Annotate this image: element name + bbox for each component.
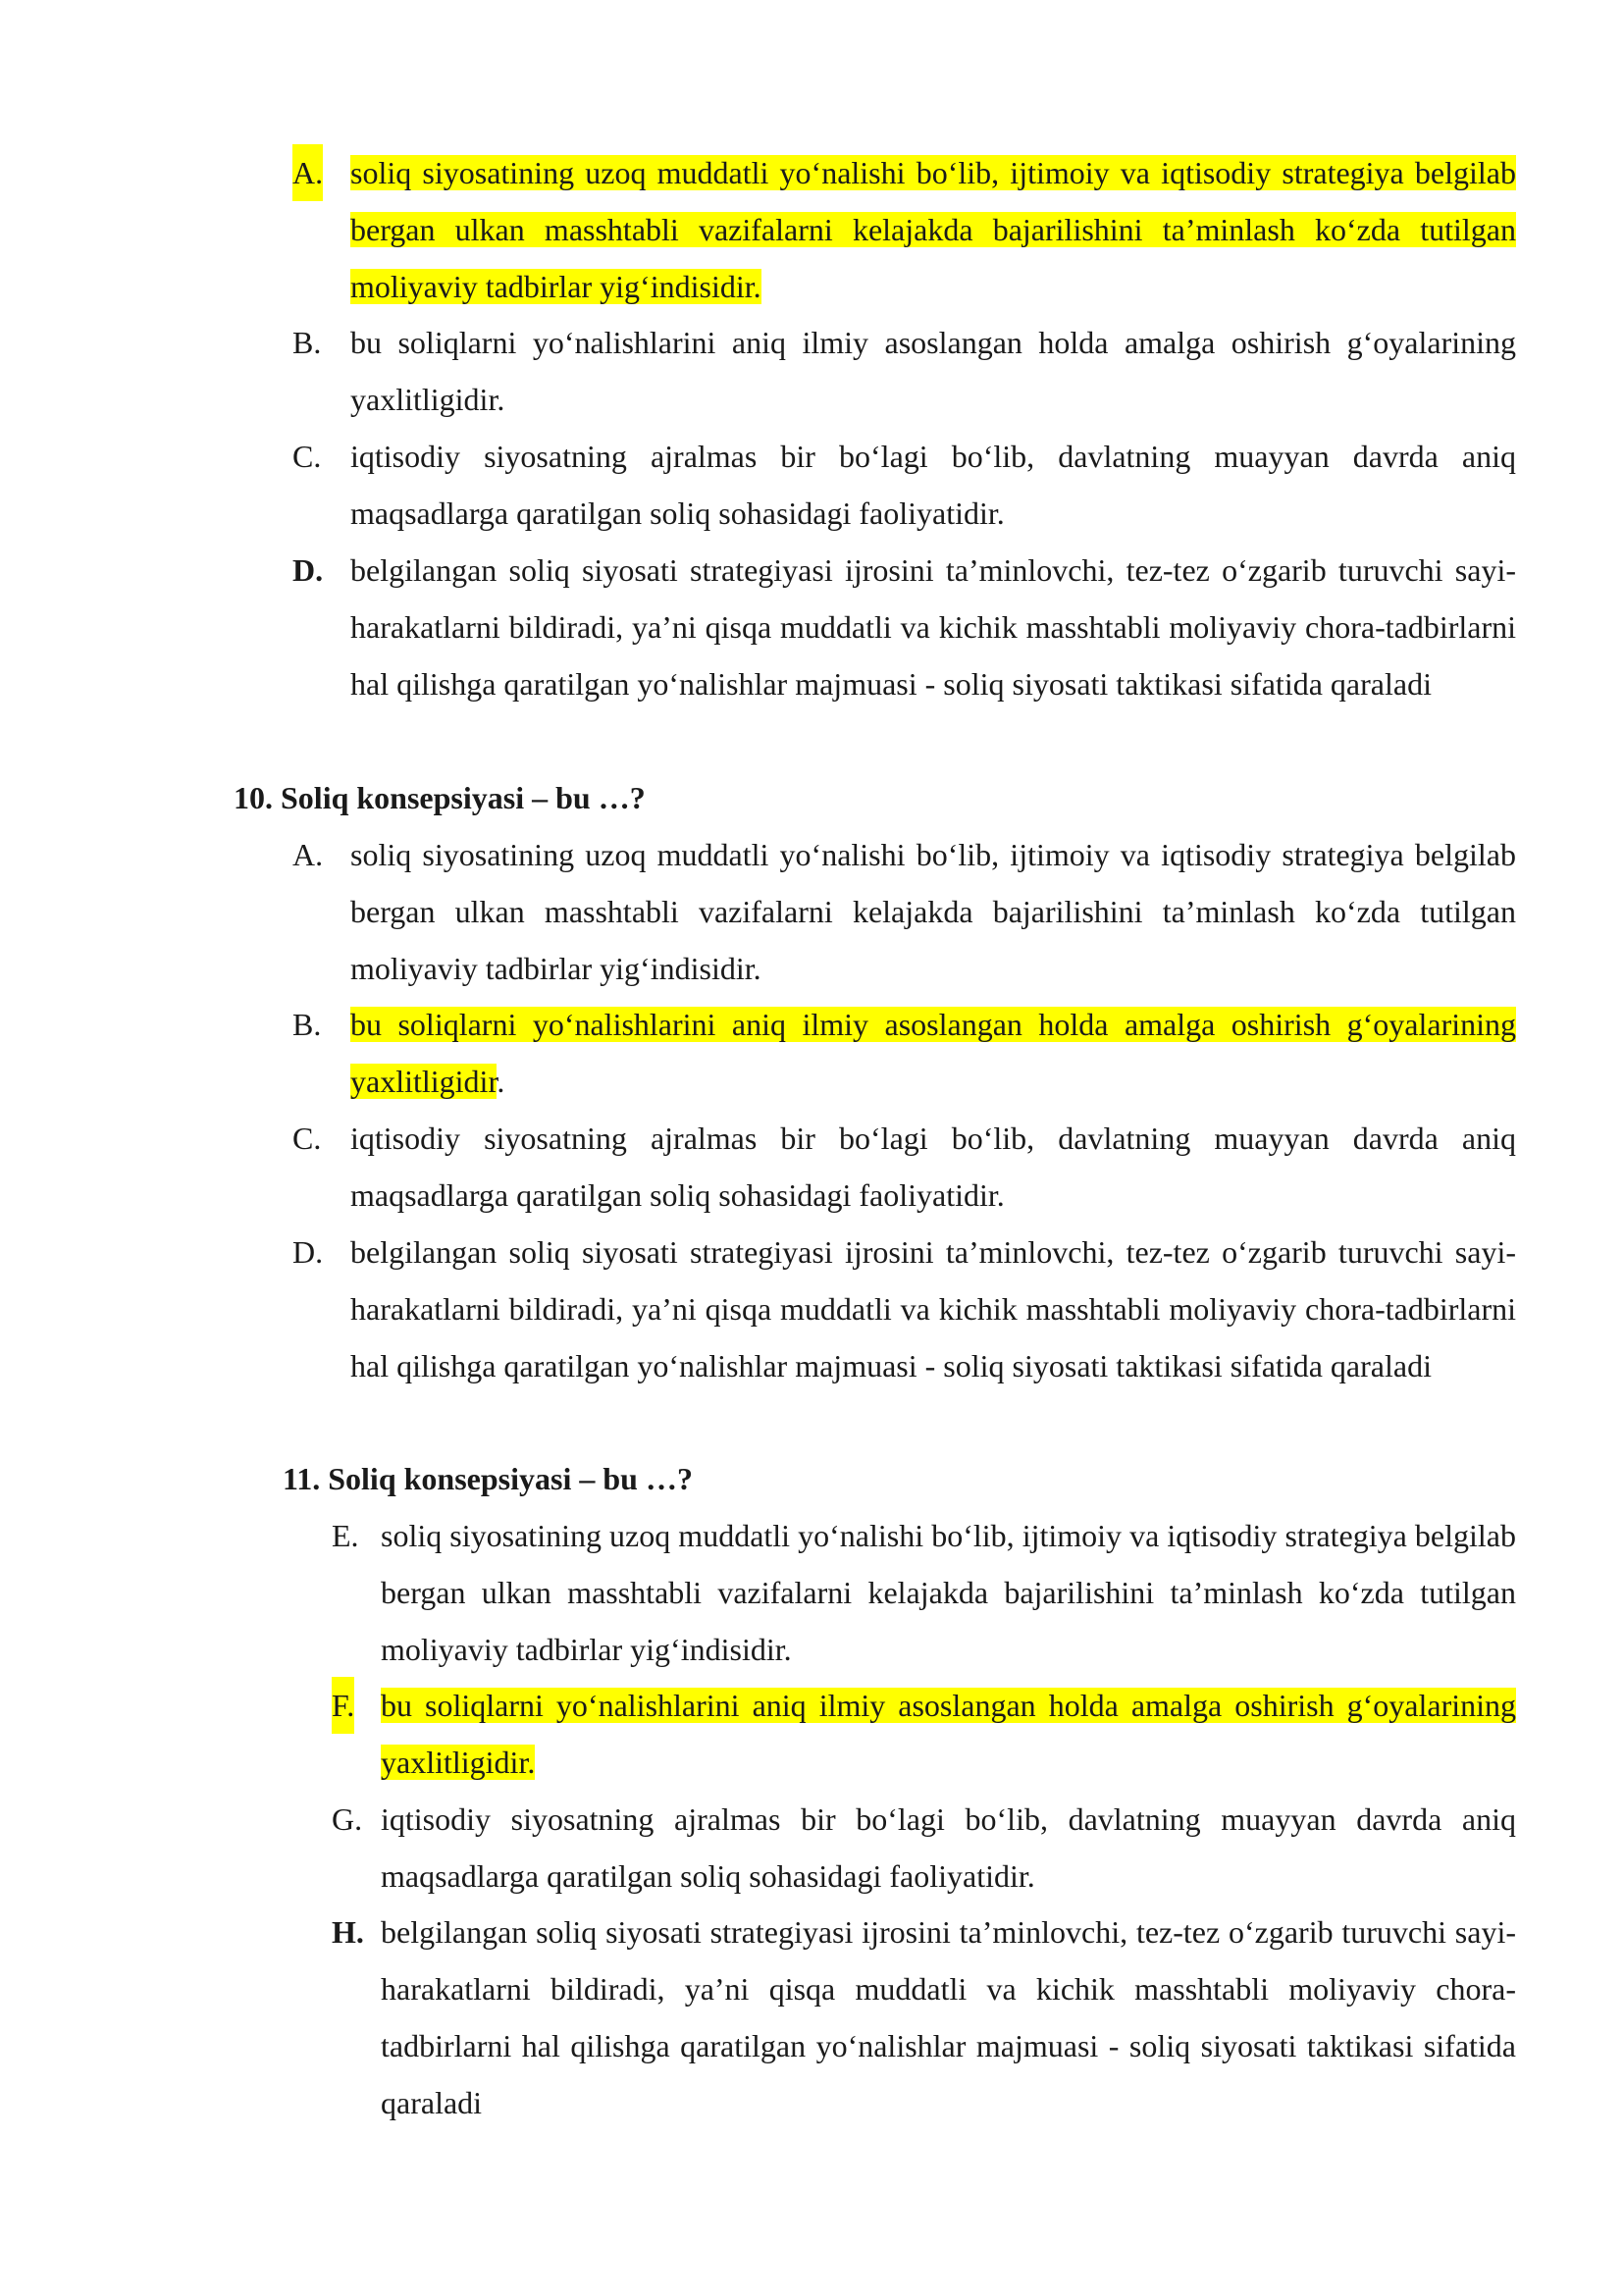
highlighted-answer: bu soliqlarni yo‘nalishlarini aniq ilmiy asoslangan holda amalga oshirish g‘oyalarining yaxlitligidir. bbox=[381, 1688, 1516, 1780]
option-letter: A. bbox=[292, 837, 324, 872]
question-10-title: 10. Soliq konsepsiyasi – bu …? bbox=[234, 780, 646, 815]
option-letter: B. bbox=[292, 1007, 322, 1042]
option-letter: B. bbox=[292, 325, 322, 360]
option-text: belgilangan soliq siyosati strategiyasi ijrosini ta’minlovchi, tez-tez o‘zgarib turuvchi sayi-harakatlarni bildiradi, ya’ni qisqa muddatli va kichik masshtabli moliyaviy chora-tadbirlarni hal qilishga qaratilgan yo‘nalishlar majmuasi - soliq siyosati taktikasi sifatida qaraladi bbox=[381, 1914, 1516, 2120]
option-text: iqtisodiy siyosatning ajralmas bir bo‘lagi bo‘lib, davlatning muayyan davrda aniq maqsadlarga qaratilgan soliq sohasidagi faoliyatidir. bbox=[350, 1121, 1516, 1213]
option-letter: D. bbox=[292, 1234, 324, 1270]
question-11-title: 11. Soliq konsepsiyasi – bu …? bbox=[283, 1461, 693, 1496]
option-text: iqtisodiy siyosatning ajralmas bir bo‘lagi bo‘lib, davlatning muayyan davrda aniq maqsadlarga qaratilgan soliq sohasidagi faoliyatidir. bbox=[381, 1801, 1516, 1894]
option-letter: F. bbox=[332, 1677, 354, 1734]
option-text: soliq siyosatining uzoq muddatli yo‘nalishi bo‘lib, ijtimoiy va iqtisodiy strategiya belgilab bergan ulkan masshtabli vazifalarni kelajakda bajarilishini ta’minlash ko‘zda tutilgan moliyaviy tadbirlar yig‘indisidir. bbox=[350, 837, 1516, 986]
option-letter: G. bbox=[332, 1801, 363, 1837]
option-letter: E. bbox=[332, 1518, 359, 1553]
option-text: bu soliqlarni yo‘nalishlarini aniq ilmiy asoslangan holda amalga oshirish g‘oyalarining yaxlitligidir. bbox=[350, 1007, 1516, 1099]
option-letter: D. bbox=[292, 552, 324, 588]
option-text: belgilangan soliq siyosati strategiyasi ijrosini ta’minlovchi, tez-tez o‘zgarib turuvchi sayi-harakatlarni bildiradi, ya’ni qisqa muddatli va kichik masshtabli moliyaviy chora-tadbirlarni hal qilishga qaratilgan yo‘nalishlar majmuasi - soliq siyosati taktikasi sifatida qaraladi bbox=[350, 1234, 1516, 1383]
option-letter: A. bbox=[292, 144, 323, 201]
option-text bbox=[381, 1677, 1516, 1791]
option-text: belgilangan soliq siyosati strategiyasi ijrosini ta’minlovchi, tez-tez o‘zgarib turuvchi sayi-harakatlarni bildiradi, ya’ni qisqa muddatli va kichik masshtabli moliyaviy chora-tadbirlarni hal qilishga qaratilgan yo‘nalishlar majmuasi - soliq siyosati taktikasi sifatida qaraladi bbox=[350, 552, 1516, 702]
option-letter: H. bbox=[332, 1914, 364, 1950]
option-text: bu soliqlarni yo‘nalishlarini aniq ilmiy asoslangan holda amalga oshirish g‘oyalarining yaxlitligidir. bbox=[350, 325, 1516, 417]
option-text: iqtisodiy siyosatning ajralmas bir bo‘lagi bo‘lib, davlatning muayyan davrda aniq maqsadlarga qaratilgan soliq sohasidagi faoliyatidir. bbox=[350, 439, 1516, 531]
option-letter: C. bbox=[292, 1121, 322, 1156]
option-text: soliq siyosatining uzoq muddatli yo‘nalishi bo‘lib, ijtimoiy va iqtisodiy strategiya belgilab bergan ulkan masshtabli vazifalarni kelajakda bajarilishini ta’minlash ko‘zda tutilgan moliyaviy tadbirlar yig‘indisidir. bbox=[381, 1518, 1516, 1667]
highlighted-answer: bu soliqlarni yo‘nalishlarini aniq ilmiy asoslangan holda amalga oshirish g‘oyalarining yaxlitligidir bbox=[350, 1007, 1516, 1099]
option-text: soliq siyosatining uzoq muddatli yo‘nalishi bo‘lib, ijtimoiy va iqtisodiy strategiya belgilab bergan ulkan masshtabli vazifalarni kelajakda bajarilishini ta’minlash ko‘zda tutilgan moliyaviy tadbirlar yig‘indisidir. bbox=[350, 155, 1516, 304]
option-letter: C. bbox=[292, 439, 322, 474]
